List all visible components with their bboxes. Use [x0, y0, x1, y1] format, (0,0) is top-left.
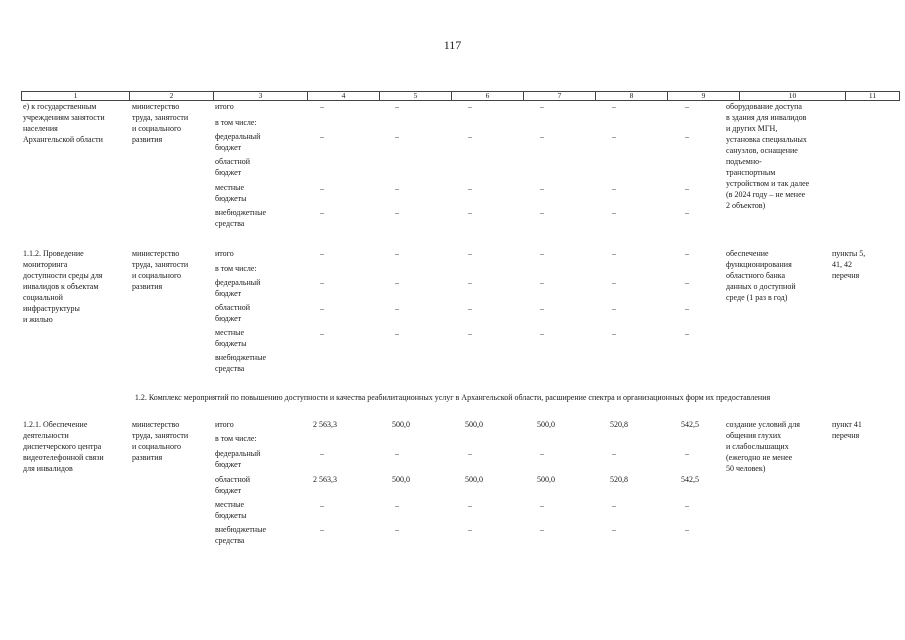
- result-line: 50 человек): [726, 464, 766, 473]
- amount-year-cell: 542,5: [681, 475, 699, 484]
- value-dash: –: [468, 208, 472, 217]
- value-dash: –: [685, 329, 689, 338]
- value-dash: –: [468, 329, 472, 338]
- responsible-line: развития: [132, 135, 163, 144]
- value-dash: –: [395, 449, 399, 458]
- value-dash: –: [320, 249, 324, 258]
- value-dash: –: [395, 184, 399, 193]
- amount-total-cell: 2 563,3: [313, 420, 337, 429]
- funding-label: местные: [215, 183, 245, 192]
- funding-label: бюджет: [215, 460, 242, 469]
- responsible-line: и социального: [132, 124, 182, 133]
- column-number: 10: [740, 92, 846, 101]
- result-line: в здания для инвалидов: [726, 113, 807, 122]
- result-line: функционирования: [726, 260, 792, 269]
- amount-year-cell: 542,5: [681, 420, 699, 429]
- value-dash: –: [395, 132, 399, 141]
- amount-total-cell: 2 563,3: [313, 475, 337, 484]
- funding-label: бюджет: [215, 289, 242, 298]
- amount-year-cell: 500,0: [392, 420, 410, 429]
- reference-line: пункты 5,: [832, 249, 866, 258]
- reference-line: перечня: [832, 271, 860, 280]
- amount-year-cell: 500,0: [537, 475, 555, 484]
- value-dash: –: [468, 525, 472, 534]
- responsible-line: труда, занятости: [132, 113, 189, 122]
- value-dash: –: [685, 184, 689, 193]
- value-dash: –: [320, 278, 324, 287]
- result-line: устройством и так далее: [726, 179, 810, 188]
- activity-line: 1.2.1. Обеспечение: [23, 420, 88, 429]
- value-dash: –: [540, 102, 544, 111]
- column-number: 5: [380, 92, 452, 101]
- value-dash: –: [540, 304, 544, 313]
- result-line: транспортным: [726, 168, 776, 177]
- value-dash: –: [540, 208, 544, 217]
- result-line: (ежегодно не менее: [726, 453, 793, 462]
- value-dash: –: [320, 102, 324, 111]
- result-line: данных о доступной: [726, 282, 796, 291]
- funding-label: итого: [215, 420, 234, 429]
- value-dash: –: [685, 278, 689, 287]
- result-line: оборудование доступа: [726, 102, 802, 111]
- value-dash: –: [612, 525, 616, 534]
- value-dash: –: [320, 304, 324, 313]
- column-number: 1: [22, 92, 130, 101]
- value-dash: –: [540, 449, 544, 458]
- reference-line: 41, 42: [832, 260, 852, 269]
- activity-line: инвалидов к объектам: [23, 282, 99, 291]
- value-dash: –: [612, 304, 616, 313]
- activity-line: деятельности: [23, 431, 69, 440]
- funding-label: областной: [215, 475, 251, 484]
- value-dash: –: [468, 132, 472, 141]
- column-number: 8: [596, 92, 668, 101]
- result-line: и слабослышащих: [726, 442, 789, 451]
- funding-label: внебюджетные: [215, 525, 266, 534]
- value-dash: –: [612, 278, 616, 287]
- value-dash: –: [540, 184, 544, 193]
- column-number: 2: [130, 92, 214, 101]
- funding-label: местные: [215, 500, 245, 509]
- responsible-line: и социального: [132, 271, 182, 280]
- funding-label: итого: [215, 102, 234, 111]
- funding-label: итого: [215, 249, 234, 258]
- activity-line: мониторинга: [23, 260, 68, 269]
- column-number: 9: [668, 92, 740, 101]
- value-dash: –: [468, 501, 472, 510]
- result-line: установка специальных: [726, 135, 807, 144]
- amount-year-cell: 500,0: [392, 475, 410, 484]
- value-dash: –: [612, 501, 616, 510]
- funding-label: средства: [215, 364, 245, 373]
- result-line: санузлов, оснащение: [726, 146, 798, 155]
- value-dash: –: [468, 184, 472, 193]
- value-dash: –: [320, 501, 324, 510]
- value-dash: –: [320, 525, 324, 534]
- funding-label: местные: [215, 328, 245, 337]
- funding-label: федеральный: [215, 449, 261, 458]
- value-dash: –: [540, 132, 544, 141]
- value-dash: –: [395, 278, 399, 287]
- activity-line: учреждениям занятости: [23, 113, 105, 122]
- column-number: 4: [308, 92, 380, 101]
- amount-year-cell: 500,0: [537, 420, 555, 429]
- funding-label: бюджеты: [215, 511, 247, 520]
- responsible-line: министерство: [132, 249, 180, 258]
- value-dash: –: [685, 102, 689, 111]
- funding-label: бюджеты: [215, 194, 247, 203]
- column-header-row: [21, 91, 883, 101]
- value-dash: –: [612, 102, 616, 111]
- responsible-line: труда, занятости: [132, 431, 189, 440]
- value-dash: –: [468, 249, 472, 258]
- funding-label: областной: [215, 303, 251, 312]
- value-dash: –: [395, 208, 399, 217]
- result-line: 2 объектов): [726, 201, 766, 210]
- value-dash: –: [468, 449, 472, 458]
- funding-label: федеральный: [215, 278, 261, 287]
- activity-line: 1.1.2. Проведение: [23, 249, 84, 258]
- funding-label: бюджет: [215, 168, 242, 177]
- value-dash: –: [612, 184, 616, 193]
- activity-line: для инвалидов: [23, 464, 73, 473]
- value-dash: –: [320, 132, 324, 141]
- value-dash: –: [612, 449, 616, 458]
- reference-line: перечня: [832, 431, 860, 440]
- column-number: 7: [524, 92, 596, 101]
- value-dash: –: [540, 501, 544, 510]
- value-dash: –: [685, 449, 689, 458]
- result-line: среде (1 раз в год): [726, 293, 788, 302]
- section-heading: 1.2. Комплекс мероприятий по повышению доступности и качества реабилитационных услуг в Архангельской области, расширение спектра и организационных форм их предоставления: [134, 393, 771, 402]
- value-dash: –: [320, 184, 324, 193]
- funding-label: бюджет: [215, 486, 242, 495]
- page-number: 117: [443, 38, 462, 52]
- responsible-line: и социального: [132, 442, 182, 451]
- responsible-line: развития: [132, 453, 163, 462]
- value-dash: –: [395, 525, 399, 534]
- activity-line: и жилью: [23, 315, 53, 324]
- activity-line: диспетчерского центра: [23, 442, 102, 451]
- value-dash: –: [395, 304, 399, 313]
- funding-label: средства: [215, 219, 245, 228]
- result-line: общения глухих: [726, 431, 782, 440]
- funding-label: областной: [215, 157, 251, 166]
- value-dash: –: [540, 278, 544, 287]
- result-line: (в 2024 году – не менее: [726, 190, 806, 199]
- value-dash: –: [468, 102, 472, 111]
- amount-year-cell: 520,8: [610, 475, 628, 484]
- value-dash: –: [612, 208, 616, 217]
- column-number: 3: [214, 92, 308, 101]
- value-dash: –: [395, 102, 399, 111]
- activity-line: Архангельской области: [23, 135, 103, 144]
- value-dash: –: [395, 329, 399, 338]
- value-dash: –: [685, 249, 689, 258]
- funding-label: бюджеты: [215, 339, 247, 348]
- activity-line: инфраструктуры: [23, 304, 80, 313]
- result-line: обеспечение: [726, 249, 769, 258]
- value-dash: –: [612, 132, 616, 141]
- value-dash: –: [320, 208, 324, 217]
- value-dash: –: [685, 501, 689, 510]
- column-number: 6: [452, 92, 524, 101]
- funding-label: федеральный: [215, 132, 261, 141]
- value-dash: –: [685, 208, 689, 217]
- value-dash: –: [612, 249, 616, 258]
- value-dash: –: [685, 132, 689, 141]
- result-line: подъемно-: [726, 157, 762, 166]
- result-line: и других МГН,: [726, 124, 778, 133]
- amount-year-cell: 500,0: [465, 475, 483, 484]
- value-dash: –: [320, 329, 324, 338]
- funding-label: в том числе:: [215, 118, 257, 127]
- reference-line: пункт 41: [832, 420, 862, 429]
- funding-label: внебюджетные: [215, 208, 266, 217]
- result-line: областного банка: [726, 271, 786, 280]
- funding-label: бюджет: [215, 314, 242, 323]
- funding-label: внебюджетные: [215, 353, 266, 362]
- amount-year-cell: 500,0: [465, 420, 483, 429]
- responsible-line: труда, занятости: [132, 260, 189, 269]
- amount-year-cell: 520,8: [610, 420, 628, 429]
- value-dash: –: [320, 449, 324, 458]
- column-number: 11: [846, 92, 900, 101]
- funding-label: средства: [215, 536, 245, 545]
- funding-label: бюджет: [215, 143, 242, 152]
- funding-label: в том числе:: [215, 434, 257, 443]
- value-dash: –: [468, 278, 472, 287]
- activity-line: населения: [23, 124, 58, 133]
- value-dash: –: [468, 304, 472, 313]
- result-line: создание условий для: [726, 420, 800, 429]
- activity-line: видеотелефонной связи: [23, 453, 104, 462]
- value-dash: –: [540, 249, 544, 258]
- value-dash: –: [395, 501, 399, 510]
- value-dash: –: [540, 329, 544, 338]
- activity-line: доступности среды для: [23, 271, 103, 280]
- activity-line: социальной: [23, 293, 63, 302]
- value-dash: –: [395, 249, 399, 258]
- value-dash: –: [685, 304, 689, 313]
- responsible-line: развития: [132, 282, 163, 291]
- responsible-line: министерство: [132, 420, 180, 429]
- value-dash: –: [685, 525, 689, 534]
- value-dash: –: [612, 329, 616, 338]
- funding-label: в том числе:: [215, 264, 257, 273]
- value-dash: –: [540, 525, 544, 534]
- activity-line: е) к государственным: [23, 102, 97, 111]
- responsible-line: министерство: [132, 102, 180, 111]
